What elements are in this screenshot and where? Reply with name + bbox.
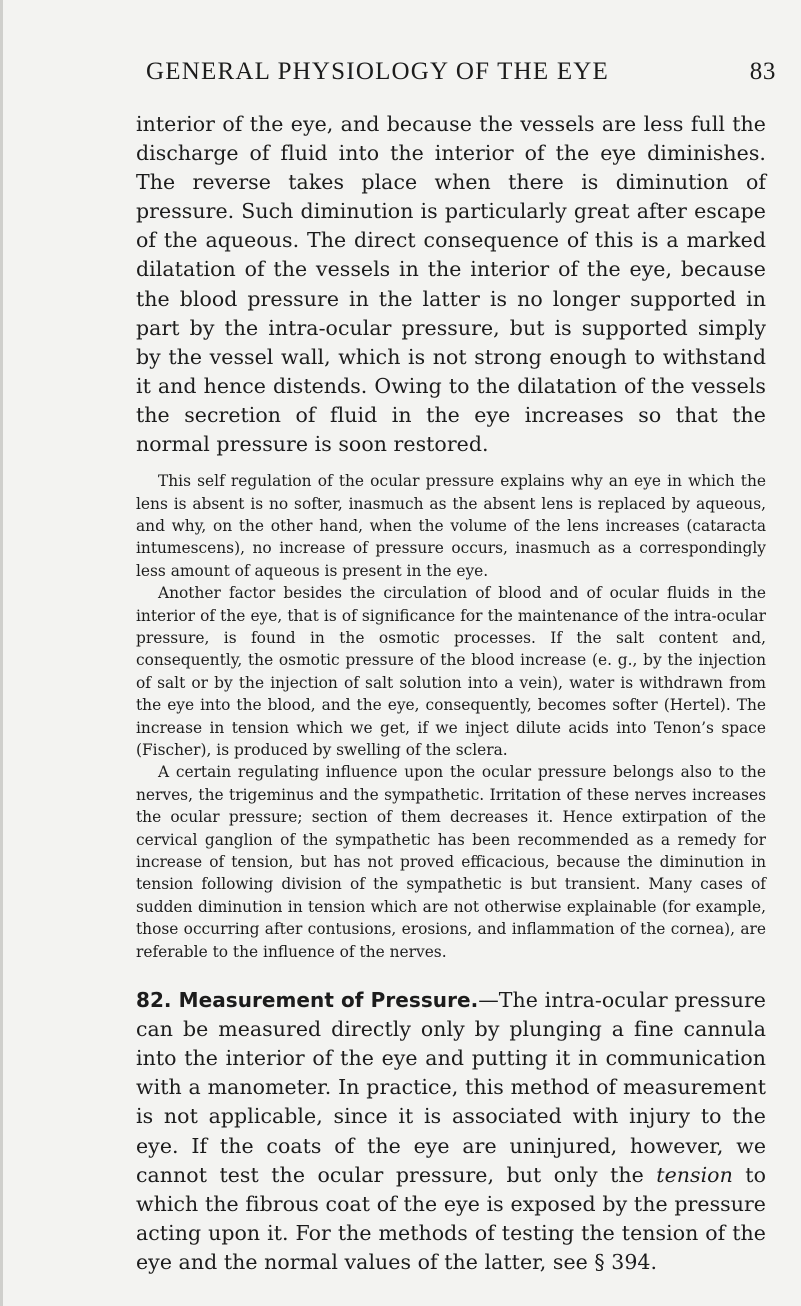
running-head — [146, 58, 776, 86]
body-paragraph: interior of the eye, and because the vessels are less full the discharge of fluid into the interior of the eye diminishes. The reverse takes place when there is diminution of pressure. Such diminution is particularly great after escape of the aqueous. The direct consequence of this is a marked dilatation of the vessels in the interior of the eye, because the blood pressure in the latter is no longer supported in part by the intra-ocular pressure, but is supported simply by the vessel wall, which is not strong enough to withstand it and hence distends. Owing to the dilatation of the vessels the secretion of fluid in the eye increases so that the normal pressure is soon restored. — [136, 112, 766, 457]
section-text-part-b: to which the fibrous coat of the eye is exposed by the pressure acting upon it. For the methods of testing the tension of the eye and the normal values of the latter, see § 394. — [136, 1162, 766, 1274]
small-print-paragraph-osmotic: Another factor besides the circulation of blood and of ocular fluids in the interior of the eye, that is of significance for the maintenance of the intra-ocular pressure, is found in the osmotic processes. If the salt content and, consequently, the osmotic pressure of the blood increase (e. g., by the injection of salt or by the injection of salt solution into a vein), water is withdrawn from the eye into the blood, and the eye, consequently, becomes softer (Hertel). The increase in tension which we get, if we inject dilute acids into Tenon’s space (Fischer), is produced by swelling of the sclera. — [136, 584, 766, 759]
section-text-part-a: —The intra-ocular pressure can be measured directly only by plunging a fine cannula into the interior of the eye and putting it in communication with a manometer. In practice, this method of measurement is not applicable, since it is associated with injury to the eye. If the coats of the eye are uninjured, however, we cannot test the ocular pressure, but only the — [136, 988, 766, 1187]
section-emphasis: tension — [656, 1162, 733, 1187]
page-edge — [0, 0, 3, 1306]
small-print-paragraph-self-regulation: This self regulation of the ocular pressure explains why an eye in which the lens is absent is no softer, inasmuch as the absent lens is replaced by aqueous, and why, on the other hand, when the volume of the lens increases (cataracta intumescens), no increase of pressure occurs, inasmuch as a correspondingly less amount of aqueous is present in the eye. — [136, 472, 766, 580]
page-number: 83 — [749, 58, 776, 85]
small-print-paragraph-nerves: A certain regulating influence upon the ocular pressure belongs also to the nerves, the trigeminus and the sympathetic. Irritation of these nerves increases the ocular pressure; section of them decreases it. Hence extirpation of the cervical ganglion of the sympathetic has been recommended as a remedy for increase of tension, but has not proved efficacious, because the diminution in tension following division of the sympathetic is but transient. Many cases of sudden diminution in tension which are not otherwise explainable (for example, those occurring after contusions, erosions, and inflammation of the cornea), are referable to the influence of the nerves. — [136, 763, 766, 961]
text-column — [136, 110, 766, 1277]
section-heading: 82. Measurement of Pressure. — [136, 988, 479, 1013]
section-82-paragraph — [136, 986, 766, 1277]
running-head-title: GENERAL PHYSIOLOGY OF THE EYE — [146, 58, 610, 85]
